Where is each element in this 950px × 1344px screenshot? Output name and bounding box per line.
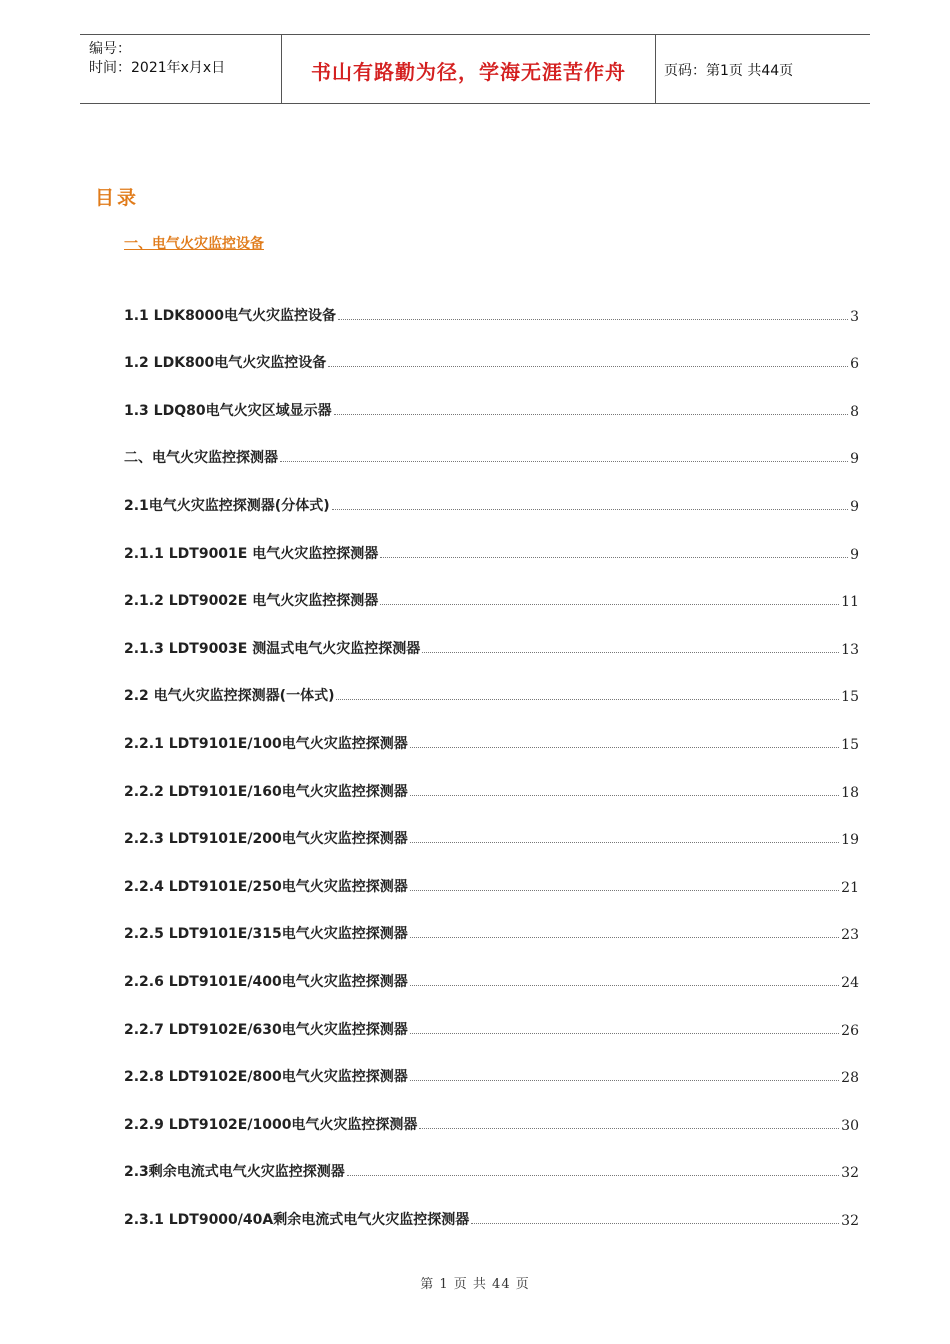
toc-entry-label: 2.3剩余电流式电气火灾监控探测器 [124,1164,345,1181]
toc-dot-leader [410,1032,839,1034]
toc-entry-label: 2.1.3 LDT9003E 测温式电气火灾监控探测器 [124,640,421,657]
toc-entry-page: 15 [841,689,859,706]
toc-entry[interactable] [124,943,859,991]
toc-dot-leader [332,508,848,510]
toc-entry-page: 24 [841,974,859,991]
toc-entry-label: 2.2.1 LDT9101E/100电气火灾监控探测器 [124,735,408,752]
toc-entry[interactable] [124,658,859,706]
toc-dot-leader [410,746,839,748]
toc-entry[interactable] [124,563,859,611]
toc-entry-page: 3 [850,308,859,325]
toc-dot-leader [422,651,839,653]
toc-entry-label: 2.2.8 LDT9102E/800电气火灾监控探测器 [124,1069,408,1086]
toc-entry-label: 2.2.4 LDT9101E/250电气火灾监控探测器 [124,878,408,895]
toc-dot-leader [410,794,839,796]
toc-entry-label: 2.2.7 LDT9102E/630电气火灾监控探测器 [124,1021,408,1038]
toc-entry[interactable] [124,610,859,658]
toc-entry-page: 6 [850,356,859,373]
toc-entry-page: 15 [841,736,859,753]
toc-entry-page: 23 [841,927,859,944]
toc-entry[interactable] [124,277,859,325]
header-motto: 书山有路勤为径，学海无涯苦作舟 [311,60,626,84]
toc-entry-page: 11 [841,594,859,611]
toc-entry[interactable] [124,801,859,849]
toc-entry-page: 32 [841,1212,859,1229]
toc-title: 目录 [95,187,140,209]
toc-entry-page: 32 [841,1165,859,1182]
toc-entry-page: 9 [850,498,859,515]
toc-entry-label: 2.1电气火灾监控探测器(分体式) [124,497,330,514]
toc-entry-page: 19 [841,832,859,849]
toc-entry-label: 1.3 LDQ80电气火灾区域显示器 [124,402,332,419]
document-time-label: 时间：2021年x月x日 [89,60,226,76]
toc-entry[interactable] [124,896,859,944]
toc-entry-label: 2.2.2 LDT9101E/160电气火灾监控探测器 [124,783,408,800]
toc-dot-leader [280,460,848,462]
toc-entry-page: 30 [841,1117,859,1134]
toc-entry-label: 2.2 电气火灾监控探测器(一体式) [124,688,335,705]
toc-dot-leader [334,413,848,415]
toc-dot-leader [380,603,839,605]
toc-entry-page: 13 [841,641,859,658]
page-header [80,34,870,104]
header-right-cell [655,35,870,103]
toc-entry-label: 1.2 LDK800电气火灾监控设备 [124,355,327,372]
toc-entry-page: 18 [841,784,859,801]
toc-entry[interactable] [124,1134,859,1182]
toc-entry-page: 9 [850,546,859,563]
toc-entry[interactable] [124,1086,859,1134]
toc-entry-page: 26 [841,1022,859,1039]
toc-entry-page: 28 [841,1070,859,1087]
toc-entry-label: 1.1 LDK8000电气火灾监控设备 [124,307,337,324]
toc-entry[interactable] [124,848,859,896]
toc-dot-leader [336,698,839,700]
header-middle-cell [281,35,656,103]
toc-entry-page: 21 [841,879,859,896]
toc-entry[interactable] [124,991,859,1039]
toc-section-link[interactable]: 一、电气火灾监控设备 [124,236,264,252]
toc-entry-label: 二、电气火灾监控探测器 [124,450,278,467]
header-left-cell [80,35,281,103]
toc-dot-leader [410,1079,839,1081]
toc-dot-leader [410,841,839,843]
toc-dot-leader [471,1222,839,1224]
toc-dot-leader [328,365,848,367]
toc-dot-leader [380,556,848,558]
toc-dot-leader [419,1127,839,1129]
toc-entry[interactable] [124,1181,859,1229]
toc-entry-label: 2.2.5 LDT9101E/315电气火灾监控探测器 [124,926,408,943]
toc-dot-leader [410,889,839,891]
toc-entry-label: 2.2.9 LDT9102E/1000电气火灾监控探测器 [124,1116,418,1133]
toc-entry-label: 2.2.6 LDT9101E/400电气火灾监控探测器 [124,973,408,990]
toc-entry-page: 8 [850,403,859,420]
toc-entry-label: 2.3.1 LDT9000/40A剩余电流式电气火灾监控探测器 [124,1211,470,1228]
toc-entry-label: 2.1.2 LDT9002E 电气火灾监控探测器 [124,593,379,610]
toc-entry[interactable] [124,420,859,468]
toc-dot-leader [410,936,839,938]
toc-entry-label: 2.2.3 LDT9101E/200电气火灾监控探测器 [124,831,408,848]
document-number-label: 编号： [89,41,131,57]
toc-dot-leader [338,318,848,320]
toc-dot-leader [347,1174,839,1176]
page-footer: 第 1 页 共 44 页 [420,1277,530,1292]
toc-entry[interactable] [124,467,859,515]
toc-entry[interactable] [124,372,859,420]
toc-list [124,277,859,1229]
toc-dot-leader [410,984,839,986]
toc-entry[interactable] [124,325,859,373]
toc-entry[interactable] [124,1039,859,1087]
toc-entry[interactable] [124,753,859,801]
toc-entry[interactable] [124,515,859,563]
toc-entry[interactable] [124,705,859,753]
toc-entry-page: 9 [850,451,859,468]
header-page-info: 页码：第1页 共44页 [664,63,794,79]
toc-entry-label: 2.1.1 LDT9001E 电气火灾监控探测器 [124,545,379,562]
